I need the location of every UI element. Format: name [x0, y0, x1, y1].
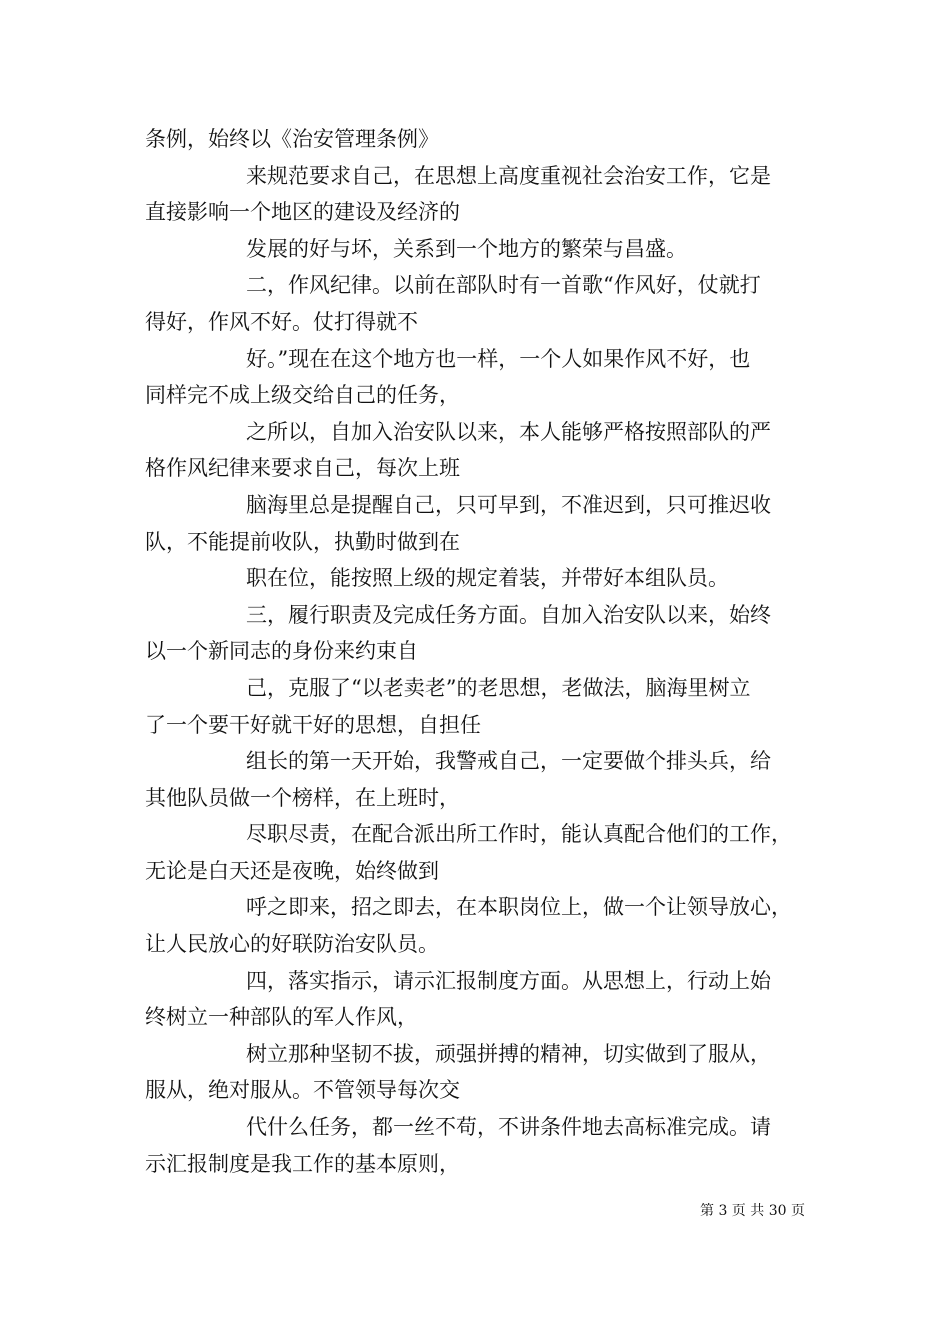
text-line: 让人民放心的好联防治安队员。 [145, 932, 439, 957]
text-line: 服从，绝对服从。不管领导每次交 [145, 1078, 460, 1103]
text-line: 组长的第一天开始，我警戒自己，一定要做个排头兵，给 [246, 749, 771, 774]
text-line: 了一个要干好就干好的思想，自担任 [145, 712, 481, 737]
text-line: 条例，始终以《治安管理条例》 [145, 127, 439, 151]
text-line: 以一个新同志的身份来约束自 [145, 639, 418, 664]
text-line: 呼之即来，招之即去，在本职岗位上，做一个让领导放心， [246, 895, 792, 920]
text-line: 己，克服了“以老卖老”的老思想，老做法，脑海里树立 [246, 675, 751, 700]
text-line: 之所以，自加入治安队以来，本人能够严格按照部队的严 [246, 419, 771, 444]
text-line: 无论是白天还是夜晚，始终做到 [145, 858, 439, 883]
text-line: 尽职尽责，在配合派出所工作时，能认真配合他们的工作， [246, 822, 792, 847]
text-line: 发展的好与坏，关系到一个地方的繁荣与昌盛。 [246, 236, 687, 261]
text-line: 代什么任务，都一丝不苟，不讲条件地去高标准完成。请 [246, 1115, 771, 1140]
text-line: 格作风纪律来要求自己，每次上班 [145, 456, 460, 481]
text-line: 同样完不成上级交给自己的任务， [145, 383, 460, 408]
text-line: 好。”现在在这个地方也一样，一个人如果作风不好，也 [246, 346, 751, 371]
text-line: 来规范要求自己，在思想上高度重视社会治安工作，它是 [246, 163, 771, 188]
text-line: 二，作风纪律。以前在部队时有一首歌“作风好，仗就打 [246, 273, 761, 298]
text-line: 队，不能提前收队，执勤时做到在 [145, 529, 460, 554]
document-body [145, 121, 815, 1182]
page-number-footer: 第 3 页 共 30 页 [700, 1203, 805, 1219]
text-line: 其他队员做一个榜样，在上班时， [145, 785, 460, 810]
text-line: 职在位，能按照上级的规定着装，并带好本组队员。 [246, 566, 729, 591]
text-line: 树立那种坚韧不拔，顽强拼搏的精神，切实做到了服从， [246, 1041, 771, 1066]
text-line: 三，履行职责及完成任务方面。自加入治安队以来，始终 [246, 602, 771, 627]
text-line: 脑海里总是提醒自己，只可早到，不准迟到，只可推迟收 [246, 492, 771, 517]
text-line: 四，落实指示，请示汇报制度方面。从思想上，行动上始 [246, 968, 771, 993]
text-line: 示汇报制度是我工作的基本原则， [145, 1151, 460, 1176]
text-line: 终树立一种部队的军人作风， [145, 1005, 418, 1030]
text-line: 直接影响一个地区的建设及经济的 [145, 200, 460, 225]
text-line: 得好，作风不好。仗打得就不 [145, 309, 418, 334]
